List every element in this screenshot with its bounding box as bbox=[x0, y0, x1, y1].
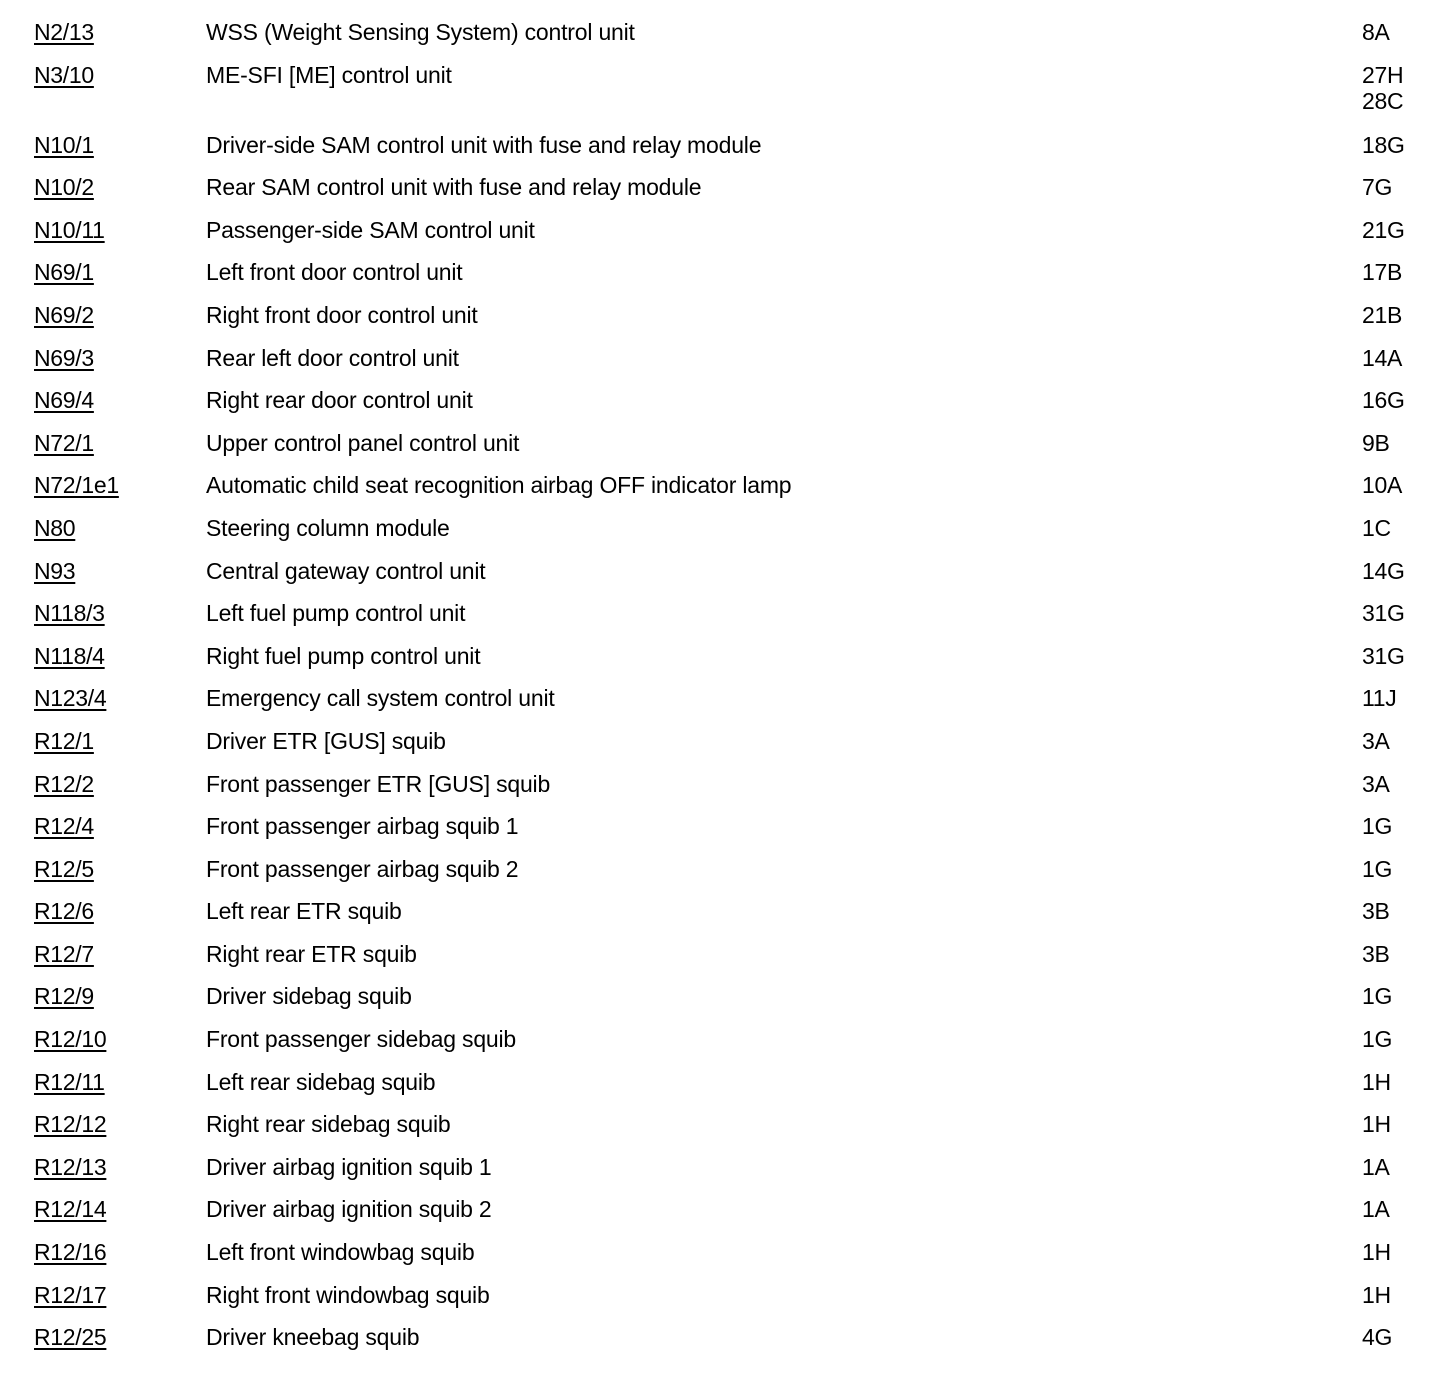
table-row bbox=[34, 680, 1424, 723]
component-description: Driver sidebag squib bbox=[206, 983, 412, 1010]
table-row bbox=[34, 1277, 1424, 1320]
component-description: Front passenger ETR [GUS] squib bbox=[206, 770, 551, 797]
component-description: Passenger-side SAM control unit bbox=[206, 216, 535, 243]
component-description: Central gateway control unit bbox=[206, 557, 486, 584]
component-description: Driver airbag ignition squib 2 bbox=[206, 1196, 492, 1223]
component-code-link[interactable]: R12/1 bbox=[34, 727, 94, 754]
component-code-link[interactable]: R12/13 bbox=[34, 1153, 107, 1180]
component-description: WSS (Weight Sensing System) control unit bbox=[206, 19, 635, 45]
table-row bbox=[34, 1064, 1424, 1107]
component-code-link[interactable]: R12/14 bbox=[34, 1196, 107, 1223]
component-code-link[interactable]: R12/12 bbox=[34, 1111, 107, 1138]
component-code-link[interactable]: R12/16 bbox=[34, 1239, 107, 1266]
table-row bbox=[34, 1234, 1424, 1277]
component-code-link[interactable]: N123/4 bbox=[34, 685, 107, 712]
grid-location: 1A bbox=[1362, 1153, 1390, 1180]
component-code-link[interactable]: N118/4 bbox=[34, 642, 105, 669]
grid-location: 1H bbox=[1362, 1111, 1391, 1138]
component-code-link[interactable]: N69/4 bbox=[34, 387, 94, 414]
grid-location: 18G bbox=[1362, 131, 1405, 158]
grid-location: 14A bbox=[1362, 344, 1403, 371]
grid-location: 31G bbox=[1362, 600, 1405, 627]
component-description: Right fuel pump control unit bbox=[206, 642, 481, 669]
grid-location: 3B bbox=[1362, 940, 1390, 967]
component-code-link[interactable]: N93 bbox=[34, 557, 76, 584]
component-code-link[interactable]: R12/10 bbox=[34, 1026, 107, 1053]
component-description: Driver ETR [GUS] squib bbox=[206, 727, 446, 754]
grid-location: 31G bbox=[1362, 642, 1405, 669]
grid-location: 1G bbox=[1362, 1026, 1393, 1053]
table-row bbox=[34, 169, 1424, 212]
table-row bbox=[34, 254, 1424, 297]
component-description: Rear left door control unit bbox=[206, 344, 459, 371]
component-legend-table bbox=[34, 14, 1424, 1362]
component-code-link[interactable]: N72/1e1 bbox=[34, 472, 119, 499]
component-description: Front passenger airbag squib 2 bbox=[206, 855, 519, 882]
component-description: Driver airbag ignition squib 1 bbox=[206, 1153, 492, 1180]
grid-location: 4G bbox=[1362, 1324, 1393, 1351]
component-description: Left front windowbag squib bbox=[206, 1239, 475, 1266]
grid-location: 3B bbox=[1362, 898, 1390, 925]
table-row bbox=[34, 340, 1424, 383]
component-code-link[interactable]: N2/13 bbox=[34, 19, 94, 45]
component-code-link[interactable]: R12/9 bbox=[34, 983, 94, 1010]
component-code-link[interactable]: R12/25 bbox=[34, 1324, 107, 1351]
component-description: Front passenger airbag squib 1 bbox=[206, 813, 519, 840]
table-row bbox=[34, 382, 1424, 425]
table-row bbox=[34, 467, 1424, 510]
grid-location: 3A bbox=[1362, 770, 1390, 797]
table-row bbox=[34, 893, 1424, 936]
grid-location: 27H 28C bbox=[1362, 61, 1404, 114]
table-row bbox=[34, 297, 1424, 340]
component-code-link[interactable]: N10/1 bbox=[34, 131, 94, 158]
grid-location: 8A bbox=[1362, 19, 1390, 45]
grid-location: 16G bbox=[1362, 387, 1405, 414]
component-code-link[interactable]: N69/1 bbox=[34, 259, 94, 286]
component-description: Driver-side SAM control unit with fuse and relay module bbox=[206, 131, 762, 158]
component-code-link[interactable]: R12/17 bbox=[34, 1281, 107, 1308]
table-row bbox=[34, 1021, 1424, 1064]
component-description: Emergency call system control unit bbox=[206, 685, 555, 712]
component-description: ME-SFI [ME] control unit bbox=[206, 61, 452, 88]
grid-location: 21G bbox=[1362, 216, 1405, 243]
grid-location: 1G bbox=[1362, 855, 1393, 882]
grid-location: 1H bbox=[1362, 1068, 1391, 1095]
table-row bbox=[34, 14, 1424, 57]
component-code-link[interactable]: N69/2 bbox=[34, 301, 94, 328]
table-row bbox=[34, 425, 1424, 468]
grid-location: 14G bbox=[1362, 557, 1405, 584]
component-description: Right front windowbag squib bbox=[206, 1281, 490, 1308]
grid-location: 21B bbox=[1362, 301, 1403, 328]
grid-location: 9B bbox=[1362, 429, 1390, 456]
component-code-link[interactable]: N3/10 bbox=[34, 61, 94, 88]
grid-location: 1H bbox=[1362, 1239, 1391, 1266]
grid-location: 1C bbox=[1362, 514, 1391, 541]
component-description: Rear SAM control unit with fuse and relay module bbox=[206, 174, 702, 201]
component-description: Right rear sidebag squib bbox=[206, 1111, 451, 1138]
table-row bbox=[34, 936, 1424, 979]
table-row bbox=[34, 57, 1424, 127]
table-row bbox=[34, 1191, 1424, 1234]
component-description: Upper control panel control unit bbox=[206, 429, 520, 456]
component-code-link[interactable]: R12/4 bbox=[34, 813, 94, 840]
component-code-link[interactable]: N80 bbox=[34, 514, 76, 541]
component-code-link[interactable]: N118/3 bbox=[34, 600, 105, 627]
table-row bbox=[34, 127, 1424, 170]
table-row bbox=[34, 1149, 1424, 1192]
table-row bbox=[34, 978, 1424, 1021]
component-code-link[interactable]: N69/3 bbox=[34, 344, 94, 371]
component-description: Left rear sidebag squib bbox=[206, 1068, 436, 1095]
component-code-link[interactable]: N10/11 bbox=[34, 216, 105, 243]
table-row bbox=[34, 553, 1424, 596]
table-row bbox=[34, 851, 1424, 894]
component-description: Left rear ETR squib bbox=[206, 898, 402, 925]
grid-location: 1G bbox=[1362, 983, 1393, 1010]
table-row bbox=[34, 808, 1424, 851]
component-description: Front passenger sidebag squib bbox=[206, 1026, 517, 1053]
component-description: Left fuel pump control unit bbox=[206, 600, 466, 627]
component-description: Automatic child seat recognition airbag OFF indicator lamp bbox=[206, 472, 792, 499]
component-code-link[interactable]: R12/2 bbox=[34, 770, 94, 797]
component-description: Right rear door control unit bbox=[206, 387, 473, 414]
component-description: Right rear ETR squib bbox=[206, 940, 417, 967]
table-row bbox=[34, 723, 1424, 766]
grid-location: 7G bbox=[1362, 174, 1393, 201]
grid-location: 1G bbox=[1362, 813, 1393, 840]
grid-location: 10A bbox=[1362, 472, 1403, 499]
component-description: Left front door control unit bbox=[206, 259, 463, 286]
grid-location: 11J bbox=[1362, 685, 1397, 712]
table-row bbox=[34, 510, 1424, 553]
table-row bbox=[34, 1106, 1424, 1149]
grid-location: 3A bbox=[1362, 727, 1390, 754]
component-description: Right front door control unit bbox=[206, 301, 478, 328]
table-row bbox=[34, 595, 1424, 638]
table-row bbox=[34, 638, 1424, 681]
component-code-link[interactable]: R12/5 bbox=[34, 855, 94, 882]
component-code-link[interactable]: R12/6 bbox=[34, 898, 94, 925]
component-description: Driver kneebag squib bbox=[206, 1324, 420, 1351]
grid-location: 1A bbox=[1362, 1196, 1390, 1223]
component-code-link[interactable]: N72/1 bbox=[34, 429, 94, 456]
table-row bbox=[34, 1319, 1424, 1362]
table-row bbox=[34, 212, 1424, 255]
component-description: Steering column module bbox=[206, 514, 450, 541]
grid-location: 1H bbox=[1362, 1281, 1391, 1308]
component-code-link[interactable]: N10/2 bbox=[34, 174, 94, 201]
component-code-link[interactable]: R12/11 bbox=[34, 1068, 105, 1095]
table-row bbox=[34, 766, 1424, 809]
component-code-link[interactable]: R12/7 bbox=[34, 940, 94, 967]
grid-location: 17B bbox=[1362, 259, 1403, 286]
